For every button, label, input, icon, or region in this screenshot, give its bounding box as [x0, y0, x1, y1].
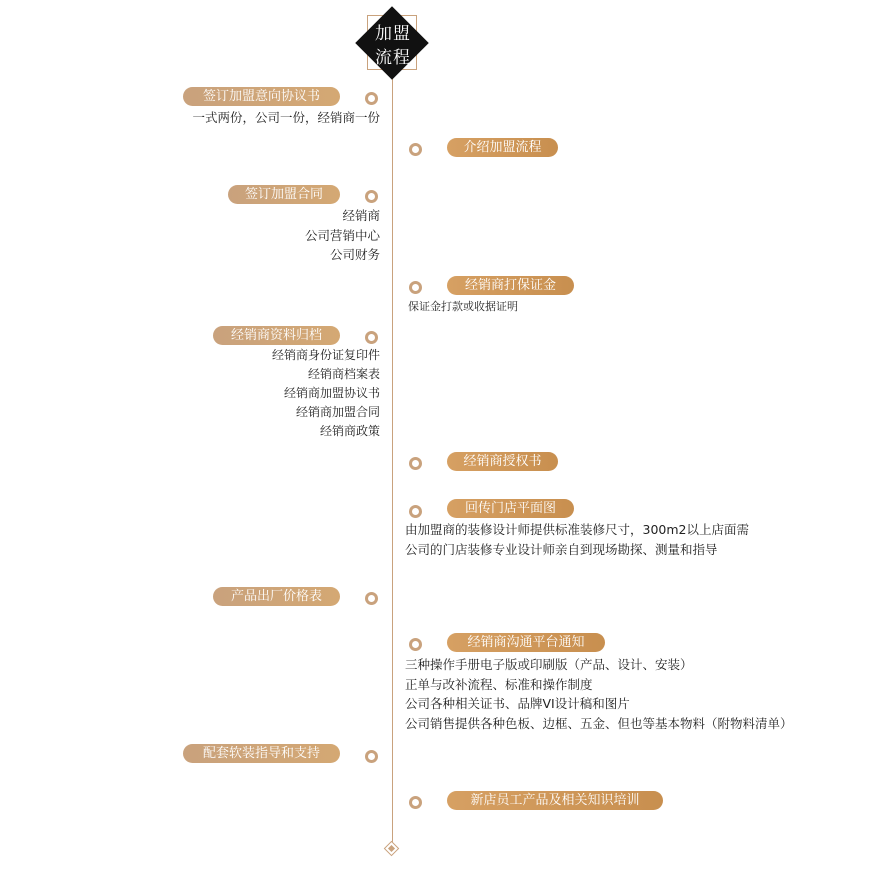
step-9-detail-1: 三种操作手册电子版或印刷版（产品、设计、安装） — [405, 657, 693, 672]
step-2-dot — [409, 143, 422, 156]
step-10-label: 配套软装指导和支持 — [183, 744, 340, 763]
step-5-details — [272, 346, 380, 441]
step-5-detail-5: 经销商政策 — [319, 424, 380, 438]
step-9-detail-4: 公司销售提供各种色板、边框、五金、但也等基本物料（附物料清单） — [405, 715, 793, 731]
step-5-dot — [365, 331, 378, 344]
step-6-dot — [409, 457, 422, 470]
step-1-dot — [365, 92, 378, 105]
step-9-detail-3: 公司各种相关证书、品牌VI设计稿和图片 — [405, 696, 630, 711]
step-8-dot — [365, 592, 378, 605]
step-5-label: 经销商资料归档 — [213, 326, 340, 345]
step-5-detail-1: 经销商身份证复印件 — [271, 348, 380, 362]
step-7-details — [405, 520, 749, 559]
step-7-dot — [409, 505, 422, 518]
step-7-detail-2: 公司的门店装修专业设计师亲自到现场勘探、测量和指导 — [405, 541, 718, 557]
step-9-dot — [409, 638, 422, 651]
step-9-detail-2: 正单与改补流程、标准和操作制度 — [405, 676, 593, 692]
step-4-detail-1: 保证金打款或收据证明 — [408, 300, 518, 313]
step-5-detail-3: 经销商加盟协议书 — [283, 386, 380, 400]
header-line-2: 流程 — [375, 48, 411, 68]
step-11-label: 新店员工产品及相关知识培训 — [447, 791, 663, 810]
timeline-end-diamond — [384, 841, 400, 857]
step-5-detail-2: 经销商档案表 — [307, 367, 380, 381]
step-3-detail-1: 经销商 — [342, 208, 380, 223]
step-3-dot — [365, 190, 378, 203]
header-line-1: 加盟 — [375, 24, 411, 44]
step-2-label: 介绍加盟流程 — [447, 138, 558, 157]
step-4-dot — [409, 281, 422, 294]
step-9-label: 经销商沟通平台通知 — [447, 633, 605, 652]
step-7-detail-1: 由加盟商的装修设计师提供标准装修尺寸，300m2以上店面需 — [405, 522, 749, 537]
step-1-detail-1: 一式两份，公司一份，经销商一份 — [192, 110, 380, 125]
step-6-label: 经销商授权书 — [447, 452, 558, 471]
step-7-label: 回传门店平面图 — [447, 499, 574, 518]
step-11-dot — [409, 796, 422, 809]
step-3-label: 签订加盟合同 — [228, 185, 340, 204]
step-9-details — [405, 655, 793, 733]
step-3-detail-3: 公司财务 — [329, 247, 380, 262]
step-4-label: 经销商打保证金 — [447, 276, 574, 295]
header-title — [365, 22, 421, 70]
step-5-detail-4: 经销商加盟合同 — [295, 405, 380, 419]
step-4-details — [408, 299, 518, 315]
timeline-axis — [392, 60, 393, 845]
step-1-details — [192, 108, 380, 128]
step-8-label: 产品出厂价格表 — [213, 587, 340, 606]
step-3-details — [305, 206, 380, 265]
step-3-detail-2: 公司营销中心 — [304, 227, 380, 243]
step-10-dot — [365, 750, 378, 763]
step-1-label: 签订加盟意向协议书 — [183, 87, 340, 106]
